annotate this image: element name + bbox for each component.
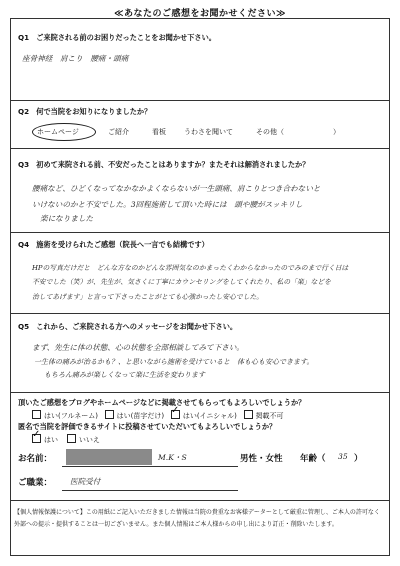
privacy-line: 【個人情報保護について】この用紙にご記入いただきました情報は当院の貴重なお客様データーとして厳重に管理し、ご本人の許可なく bbox=[14, 509, 380, 516]
q1-answer: 座骨神経 肩こり 腰痛・頭痛 bbox=[22, 54, 129, 63]
q2-option-rumor: うわさを聞いて bbox=[184, 128, 233, 136]
consent-blog-label: 頂いたご感想をブログやホームページなどに掲載させてもらってもよろしいでしょうか？ bbox=[18, 398, 306, 407]
q5-label: Q5 これから、ご来院される方へのメッセージをお聞かせ下さい。 bbox=[18, 322, 238, 331]
job-label: ご職業： bbox=[18, 478, 53, 488]
q2-option-signboard: 看板 bbox=[152, 128, 166, 136]
q5-answer-line: もちろん痛みが楽しくなって楽に生活を変わります bbox=[44, 371, 205, 379]
checkbox[interactable] bbox=[32, 410, 41, 419]
age-value: 35 bbox=[338, 452, 348, 461]
name-label: お名前： bbox=[18, 454, 53, 464]
checkbox[interactable] bbox=[244, 410, 253, 419]
consent-review-label: 匿名で当院を評価できるサイトに投稿させていただいてもよろしいでしょうか？ bbox=[18, 422, 277, 431]
q4-label: Q4 施術を受けられたご感想（院長へ一言でも結構です） bbox=[18, 240, 209, 249]
consent-blog-options bbox=[32, 410, 284, 421]
form-frame bbox=[10, 18, 390, 556]
q2-option-homepage: ホームページ bbox=[37, 128, 79, 136]
option-yes: はい bbox=[44, 436, 58, 444]
gender-label: 男性・女性 bbox=[240, 454, 283, 464]
option-surname: はい(苗字だけ) bbox=[116, 412, 165, 420]
q2-option-other: その他（ ） bbox=[256, 128, 340, 136]
job-underline bbox=[62, 490, 238, 491]
checkbox-checked[interactable] bbox=[32, 434, 41, 443]
form-title: ≪あなたのご感想をお聞かせください≫ bbox=[114, 9, 286, 19]
checkbox[interactable] bbox=[67, 434, 76, 443]
option-no: いいえ bbox=[78, 436, 100, 444]
name-initials: M.K・S bbox=[158, 453, 187, 462]
q2-label: Q2 何で当院をお知りになりましたか？ bbox=[18, 107, 152, 116]
name-underline bbox=[62, 466, 238, 467]
q4-answer-line: 不安でした（笑）が、先生が、気さくに丁寧にカウンセリングをしてくれたり、私の「楽」などを bbox=[32, 278, 331, 286]
q2-option-referral: ご紹介 bbox=[108, 128, 129, 136]
privacy-line: 外部への提示・提供することは一切ございません。また個人情報はご本人様からの申し出により訂正・削除いたします。 bbox=[14, 521, 338, 528]
redacted-name bbox=[66, 449, 152, 465]
q3-answer-line: いけないのかと不安でした。3回程施術して頂いた時には 頭や腰がスッキリし bbox=[32, 200, 303, 209]
checkbox[interactable] bbox=[105, 410, 114, 419]
age-label: 年齢（ bbox=[300, 454, 326, 464]
divider bbox=[10, 148, 390, 149]
q4-answer-line: 治してあげます」と言って下さったことがとても心強かったし安心でした。 bbox=[32, 293, 264, 301]
divider bbox=[10, 232, 390, 233]
job-value: 医院受付 bbox=[70, 477, 101, 486]
divider bbox=[10, 313, 390, 314]
option-no-publish: 掲載不可 bbox=[255, 412, 284, 420]
option-initial: はい(イニシャル) bbox=[182, 412, 237, 420]
divider bbox=[10, 500, 390, 501]
option-fullname: はい(フルネーム) bbox=[44, 412, 98, 420]
q1-label: Q1 ご来院される前のお困りだったことをお聞かせ下さい。 bbox=[18, 33, 216, 42]
age-close: ） bbox=[354, 454, 363, 464]
q5-answer-line: まず、先生に体の状態、心の状態を全部相談してみて下さい。 bbox=[32, 343, 245, 352]
checkbox-checked[interactable] bbox=[171, 410, 180, 419]
consent-review-options bbox=[32, 434, 100, 445]
divider bbox=[10, 100, 390, 101]
q4-answer-line: HPの写真だけだと どんな方なのかどんな雰囲気なのかまったくわからなかったのでみのまで行く日は bbox=[32, 264, 349, 272]
q5-answer-line: 一生体の痛みが治るかも？、と思いながら施術を受けていると 体も心も安心できます。 bbox=[34, 358, 314, 366]
q3-answer-line: 腰痛など、ひどくなってなかなかよくならないが一生頭痛、肩こりとつき合わないと bbox=[32, 184, 321, 193]
q3-label: Q3 初めて来院される前、不安だったことはありますか？またそれは解消されましたか？ bbox=[18, 160, 310, 169]
divider bbox=[10, 392, 390, 393]
q3-answer-line: 楽になりました bbox=[40, 214, 94, 223]
